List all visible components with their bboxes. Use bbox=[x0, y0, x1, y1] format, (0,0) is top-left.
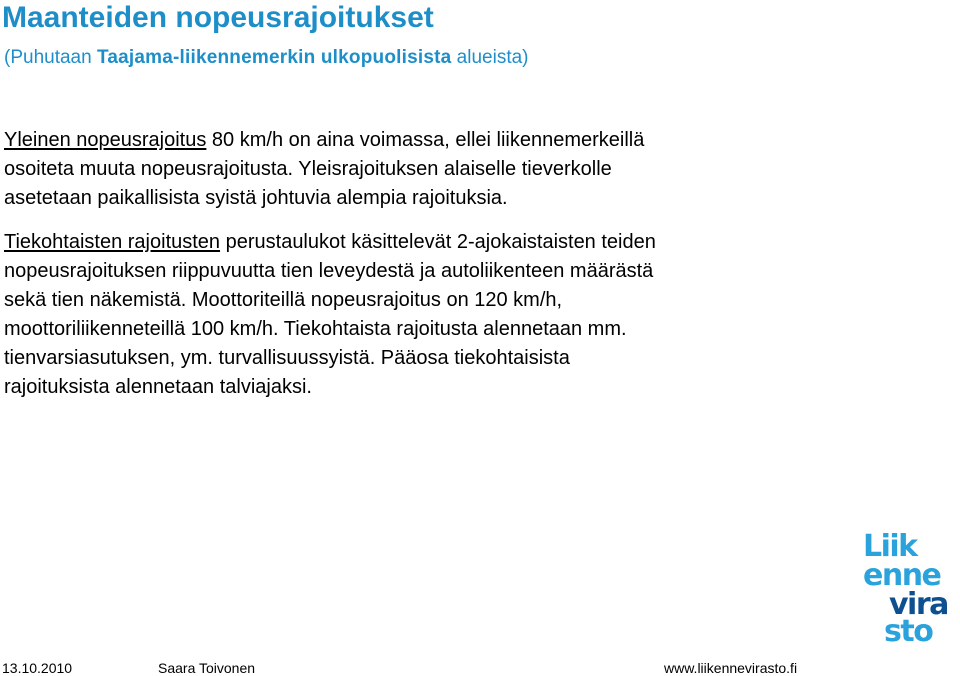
term-general-limit: Yleinen nopeusrajoitus bbox=[4, 129, 207, 151]
paragraph2-line-2: nopeusrajoituksen riippuvuutta tien leveydestä ja autoliikenteen määrästä bbox=[4, 260, 654, 282]
footer-date: 13.10.2010 bbox=[2, 660, 73, 676]
liikennevirasto-logo bbox=[862, 531, 960, 647]
paragraph2-line-4: moottoriliikenneteillä 100 km/h. Tiekohtaista rajoitusta alennetaan mm. bbox=[4, 318, 627, 340]
paragraph1-line-1-rest: 80 km/h on aina voimassa, ellei liikennemerkeillä bbox=[206, 129, 645, 151]
logo-line-1: Liik bbox=[863, 531, 917, 564]
paragraph-road-specific-limits bbox=[4, 228, 944, 402]
page-subtitle bbox=[4, 45, 529, 71]
logo-line-3: vira bbox=[889, 587, 948, 622]
footer-website-link[interactable]: www.liikennevirasto.fi bbox=[664, 660, 798, 676]
paragraph-general-limit bbox=[4, 126, 944, 213]
paragraph2-line-6: rajoituksista alennetaan talviajaksi. bbox=[4, 376, 312, 398]
logo-line-2: enne bbox=[863, 558, 941, 593]
subtitle-emphasis: Taajama-liikennemerkin ulkopuolisista bbox=[96, 47, 452, 68]
term-road-specific-limits: Tiekohtaisten rajoitusten bbox=[4, 231, 221, 253]
paragraph1-line-2: osoiteta muuta nopeusrajoitusta. Yleisrajoituksen alaiselle tieverkolle bbox=[4, 158, 612, 180]
paragraph2-line-1-rest: perustaulukot käsittelevät 2-ajokaistaisten teiden bbox=[220, 231, 656, 253]
paragraph2-line-5: tienvarsiasutuksen, ym. turvallisuussyistä. Pääosa tiekohtaisista bbox=[4, 347, 570, 369]
logo-line-4: sto bbox=[884, 614, 933, 647]
paragraph2-line-1 bbox=[4, 228, 944, 257]
paragraph1-line-1 bbox=[4, 126, 944, 155]
footer-author: Saara Toivonen bbox=[158, 660, 256, 676]
paragraph1-line-3: asetetaan paikallisista syistä johtuvia alempia rajoituksia. bbox=[4, 187, 508, 209]
page-title: Maanteiden nopeusrajoitukset bbox=[2, 1, 434, 34]
subtitle-close: alueista) bbox=[451, 47, 529, 68]
paragraph2-line-3: sekä tien näkemistä. Moottoriteillä nopeusrajoitus on 120 km/h, bbox=[4, 289, 563, 311]
subtitle-open: (Puhutaan bbox=[4, 47, 97, 68]
